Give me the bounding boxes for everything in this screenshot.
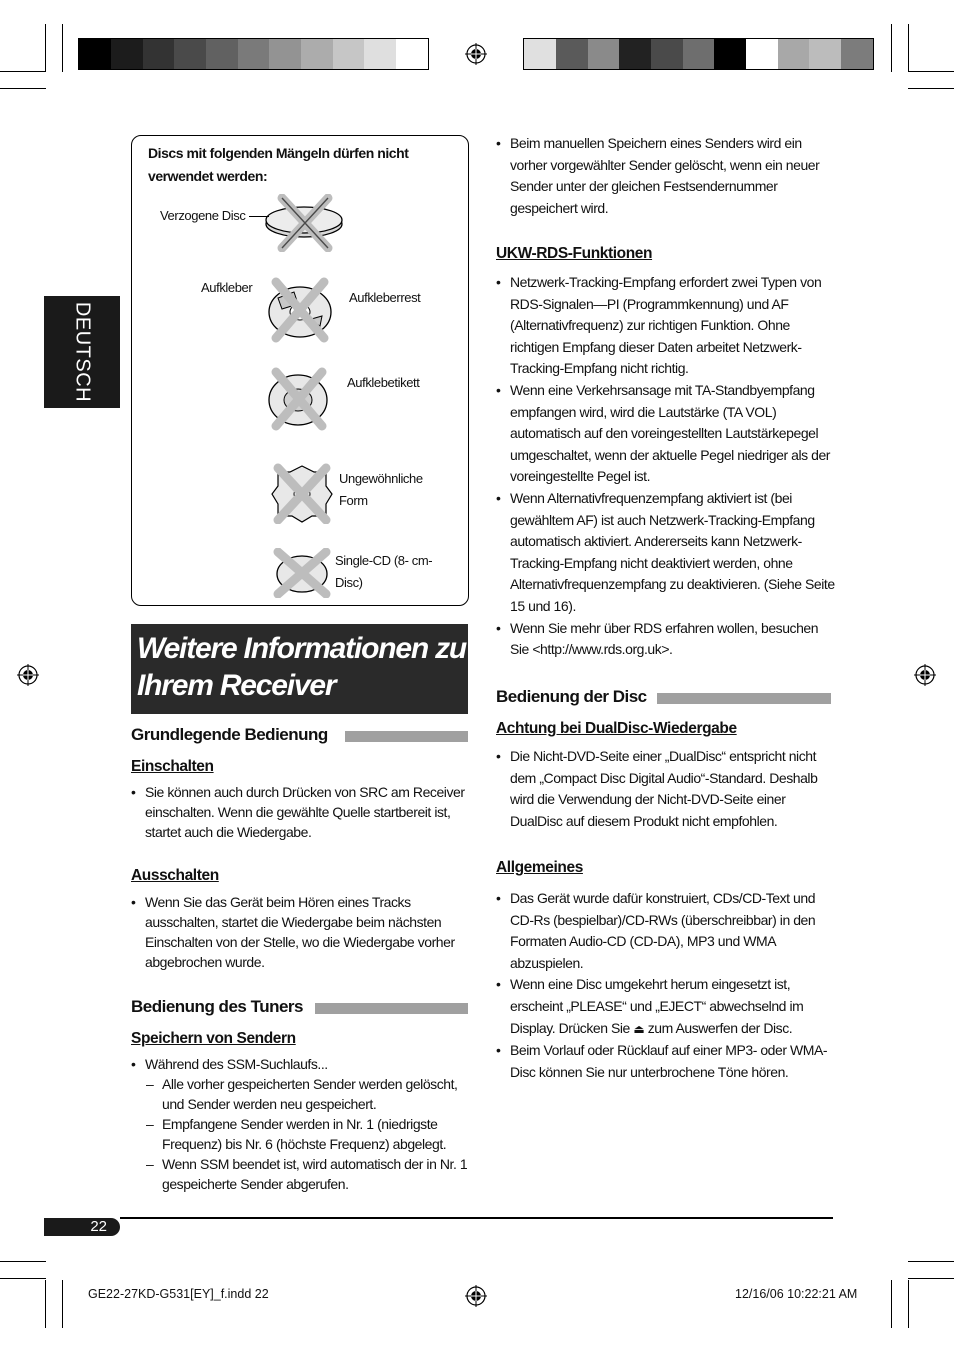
color-swatch	[714, 39, 746, 69]
list-item: – Empfangene Sender werden in Nr. 1 (niedrigste Frequenz) bis Nr. 6 (höchste Frequenz) abgelegt.	[145, 1114, 471, 1154]
registration-mark-icon	[914, 664, 936, 686]
list-item: • Wenn Sie das Gerät beim Hören eines Tracks ausschalten, startet die Wiedergabe beim nächsten Einschalten von der Stelle, wo die Wiedergabe vorher abgebrochen wurde.	[131, 892, 471, 972]
color-swatch	[396, 39, 428, 69]
footer-rule	[120, 1217, 833, 1219]
eject-icon: ⏏	[633, 1021, 645, 1036]
color-calibration-bar-right	[523, 38, 874, 70]
heading-basic-operation: Grundlegende Bedienung	[131, 725, 328, 744]
label-disc-icon	[266, 364, 334, 432]
label-warped: Verzogene Disc	[160, 208, 246, 223]
list-item: • Wenn eine Verkehrsansage mit TA-Standbyempfang empfangen wird, wird die Lautstärke (TA VOL) automatisch auf den voreingestellten Lautstärkepegel umgeschaltet, wenn der aktuelle Pegel niedriger als der voreingestellte Pegel ist.	[496, 380, 836, 488]
color-swatch	[778, 39, 809, 69]
label-unusual-2: Form	[339, 493, 368, 508]
color-swatch	[524, 39, 556, 69]
list-item: • Während des SSM-Suchlaufs... – Alle vorher gespeicherten Sender werden gelöscht, und Sender werden neu gespeichert. – Empfangene Sender werden in Nr. 1 (niedrigste Frequenz) bis Nr. 6 (höchste Frequenz) abgelegt. – Wenn SSM beendet ist, wird automatisch der in Nr. 1 gespeicherte Sender abgerufen.	[131, 1054, 471, 1194]
list-item: • Beim manuellen Speichern eines Senders wird ein vorher vorgewählter Sender gelöscht, wenn ein neuer Sender unter der gleichen Festsendernummer gespeichert wird.	[496, 133, 831, 219]
page-number-tab	[44, 1218, 120, 1236]
registration-mark-icon	[17, 664, 39, 686]
disc-defects-box	[131, 135, 469, 606]
list-item: • Netzwerk-Tracking-Empfang erfordert zwei Typen von RDS-Signalen—PI (Programmkennung) und AF (Alternativfrequenz) zur richtigen Funktion. Ohne richtigen Empfang dieser Daten arbeitet Netzwerk-Tracking-Empfang nicht richtig.	[496, 272, 836, 380]
list-item: • Das Gerät wurde dafür konstruiert, CDs/CD-Text und CD-Rs (bespielbar)/CD-RWs (überschreibbar) in den Formaten Audio-CD (CD-DA), MP3 und WMA abzuspielen.	[496, 888, 838, 974]
title-line-2: Ihrem Receiver	[137, 669, 336, 702]
general-list	[496, 888, 838, 1083]
language-side-tab	[44, 296, 120, 408]
heading-bar	[315, 1003, 468, 1014]
color-calibration-bar-left	[78, 38, 429, 70]
list-item: • Wenn eine Disc umgekehrt herum eingesetzt ist, erscheint „PLEASE“ und „EJECT“ abwechselnd im Display. Drücken Sie ⏏ zum Auswerfen der Disc.	[496, 974, 838, 1040]
switch-on-list	[131, 782, 471, 842]
heading-bar	[345, 731, 468, 742]
color-swatch	[79, 39, 111, 69]
heading-general: Allgemeines	[496, 859, 583, 876]
page-number: 22	[90, 1218, 107, 1235]
list-item: – Wenn SSM beendet ist, wird automatisch der in Nr. 1 gespeicherte Sender abgerufen.	[145, 1154, 471, 1194]
sticker-disc-icon	[264, 276, 336, 344]
list-item: – Alle vorher gespeicherten Sender werden gelöscht, und Sender werden neu gespeichert.	[145, 1074, 471, 1114]
dualdisc-list	[496, 746, 836, 832]
heading-switch-on: Einschalten	[131, 758, 214, 775]
registration-mark-icon	[465, 1285, 487, 1307]
color-swatch	[809, 39, 841, 69]
heading-switch-off: Ausschalten	[131, 867, 219, 884]
heading-store-stations: Speichern von Sendern	[131, 1030, 296, 1047]
label-unusual-1: Ungewöhnliche	[339, 471, 423, 486]
heading-disc-operation: Bedienung der Disc	[496, 687, 647, 706]
list-item: • Wenn Sie mehr über RDS erfahren wollen, besuchen Sie <http://www.rds.org.uk>.	[496, 618, 836, 661]
color-swatch	[556, 39, 588, 69]
color-swatch	[619, 39, 651, 69]
list-item: • Sie können auch durch Drücken von SRC am Receiver einschalten. Wenn die gewählte Quelle startbereit ist, startet auch die Wiedergabe.	[131, 782, 471, 842]
label-label: Aufklebetikett	[347, 375, 420, 390]
single-cd-icon	[272, 548, 332, 598]
color-swatch	[333, 39, 364, 69]
color-swatch	[301, 39, 333, 69]
color-swatch	[143, 39, 174, 69]
color-swatch	[651, 39, 683, 69]
list-item: • Die Nicht-DVD-Seite einer „DualDisc“ entspricht nicht dem „Compact Disc Digital Audio“-Standard. Deshalb wird die Verwendung der Nicht-DVD-Seite einer DualDisc auf diesem Produkt nicht empfohlen.	[496, 746, 836, 832]
color-swatch	[588, 39, 619, 69]
color-swatch	[269, 39, 301, 69]
label-sticker: Aufkleber	[201, 280, 253, 295]
label-single-1: Single-CD (8- cm-	[335, 553, 433, 568]
color-swatch	[238, 39, 269, 69]
store-stations-list	[131, 1054, 471, 1194]
heading-bar	[657, 693, 831, 704]
footer-file: GE22-27KD-G531[EY]_f.indd 22	[88, 1287, 269, 1301]
defects-heading: Discs mit folgenden Mängeln dürfen nicht verwendet werden:	[148, 145, 409, 184]
list-item: • Wenn Alternativfrequenzempfang aktiviert ist (bei gewähltem AF) ist auch Netzwerk-Tracking-Empfang automatisch aktiviert. Andererseits kann Netzwerk-Tracking-Empfang nicht deaktiviert werden, ohne Alternativfrequenzempfang zu deaktivieren. (Siehe Seite 15 und 16).	[496, 488, 836, 618]
rds-list	[496, 272, 836, 661]
list-item: • Beim Vorlauf oder Rücklauf auf einer MP3- oder WMA-Disc können Sie nur unterbrochene Töne hören.	[496, 1040, 838, 1083]
switch-off-list	[131, 892, 471, 972]
color-swatch	[746, 39, 778, 69]
label-single-2: Disc)	[335, 575, 363, 590]
section-title-block	[131, 624, 468, 714]
heading-dualdisc: Achtung bei DualDisc-Wiedergabe	[496, 720, 737, 737]
language-label: DEUTSCH	[71, 301, 94, 403]
unusual-shape-disc-icon	[270, 460, 334, 524]
color-swatch	[206, 39, 238, 69]
title-line-1: Weitere Informationen zu	[137, 632, 467, 665]
color-swatch	[364, 39, 396, 69]
color-swatch	[841, 39, 873, 69]
registration-mark-icon	[465, 43, 487, 65]
label-sticker-residue: Aufkleberrest	[349, 290, 421, 305]
color-swatch	[174, 39, 206, 69]
footer-date: 12/16/06 10:22:21 AM	[735, 1287, 858, 1301]
heading-rds: UKW-RDS-Funktionen	[496, 245, 653, 262]
color-swatch	[111, 39, 143, 69]
color-swatch	[683, 39, 714, 69]
warped-disc-icon	[260, 194, 350, 252]
heading-tuner: Bedienung des Tuners	[131, 997, 303, 1016]
manual-store-list	[496, 133, 831, 219]
